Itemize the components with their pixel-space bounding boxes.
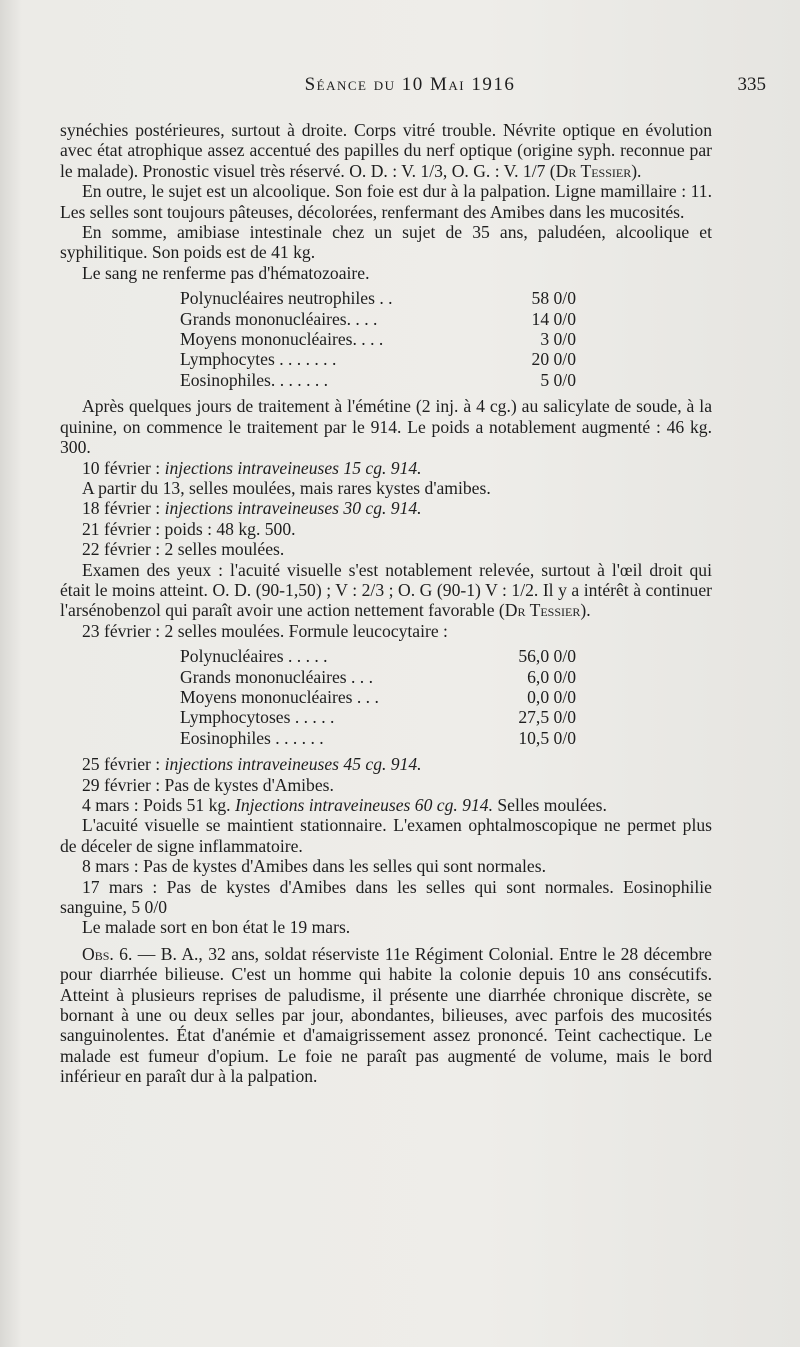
dated-entry: 17 mars : Pas de kystes d'Amibes dans les selles qui sont normales. Eosinophilie sanguine, 5 0/0 (60, 876, 712, 918)
cell-label: Grands mononucléaires. . . . (180, 308, 378, 329)
entry-date: 18 février : (82, 498, 165, 519)
cell-value: 3 0/0 (540, 329, 576, 350)
cell-value: 6,0 0/0 (527, 666, 576, 687)
cell-value: 5 0/0 (540, 369, 576, 390)
cell-label: Eosinophiles . . . . . . (180, 727, 324, 748)
entry-italic: injections intraveineuses 15 cg. 914. (164, 457, 422, 478)
page-header (60, 74, 766, 104)
entry-date: 10 février : (82, 457, 165, 478)
entry-italic: injections intraveineuses 45 cg. 914. (164, 754, 422, 775)
author-name: Dr Tessier (555, 160, 632, 181)
paragraph: Après quelques jours de traitement à l'émétine (2 inj. à 4 cg.) au salicylate de soude, à la quinine, on commence le traitement par le 914. Le poids a notablement augmenté : 46 kg. 300. (60, 396, 712, 458)
observation-paragraph (60, 944, 712, 1087)
page-body (60, 120, 712, 1087)
author-name: Dr Tessier (504, 600, 581, 621)
cell-label: Polynucléaires . . . . . (180, 646, 328, 667)
cell-value: 0,0 0/0 (527, 686, 576, 707)
cell-value: 14 0/0 (531, 308, 576, 329)
table-row (180, 309, 576, 329)
dated-entry: 8 mars : Pas de kystes d'Amibes dans les selles qui sont normales. (82, 856, 546, 877)
entry-date: 4 mars : Poids 51 kg. (82, 795, 235, 815)
dated-entry: 29 février : Pas de kystes d'Amibes. (82, 774, 334, 795)
text-span: Selles moulées. (492, 795, 607, 815)
cell-value: 27,5 0/0 (518, 707, 576, 728)
cell-label: Lymphocytes . . . . . . . (180, 349, 337, 370)
cell-value: 56,0 0/0 (518, 646, 576, 667)
entry-italic: Injections intraveineuses 60 cg. 914. (234, 795, 493, 815)
paragraph: L'acuité visuelle se maintient stationnaire. L'examen ophtalmoscopique ne permet plus de déceler de signe inflammatoire. (60, 815, 712, 856)
table-row (180, 646, 576, 666)
paragraph (60, 120, 712, 181)
dated-entry: 21 février : poids : 48 kg. 500. (82, 518, 296, 539)
entry-date: 25 février : (82, 754, 165, 775)
dated-entry (60, 458, 712, 478)
paragraph: En somme, amibiase intestinale chez un sujet de 35 ans, paludéen, alcoolique et syphilitique. Son poids est de 41 kg. (60, 222, 712, 263)
dated-entry: 22 février : 2 selles moulées. (82, 539, 285, 560)
cell-label: Polynucléaires neutrophiles . . (180, 288, 393, 309)
table-row (180, 728, 576, 748)
text-span: Examen des yeux : l'acuité visuelle s'est notablement relevée, surtout à l'œil droit qui était le moins atteint. O. D. (90-1,50) ; V : 2/3 ; O. G (90-1) V : 1/2. Il y a intérêt à continuer l'arsénobenzol qui paraît avoir une action nettement favorable ( (60, 559, 712, 621)
table-row (180, 687, 576, 707)
paragraph: En outre, le sujet est un alcoolique. Son foie est dur à la palpation. Ligne mamillaire : 11. Les selles sont toujours pâteuses, décolorées, renfermant des Amibes dans les mucosités. (60, 181, 712, 222)
cell-value: 58 0/0 (531, 288, 576, 309)
table-row (180, 667, 576, 687)
text-span: synéchies postérieures, surtout à droite. Corps vitré trouble. Névrite optique en évolution avec état atrophique assez accentué des papilles du nerf optique (origine syph. reconnue par le malade). Pronostic visuel très réservé. O. D. : V. 1/3, O. G. : V. 1/7 ( (60, 120, 712, 181)
cell-label: Grands mononucléaires . . . (180, 666, 373, 687)
entry-italic: injections intraveineuses 30 cg. 914. (164, 498, 422, 519)
table-row (180, 329, 576, 349)
leucocyte-formula-table-1 (180, 288, 576, 390)
cell-value: 20 0/0 (531, 349, 576, 370)
observation-label: Obs (82, 943, 110, 964)
cell-label: Eosinophiles. . . . . . . (180, 369, 329, 390)
cell-label: Lymphocytoses . . . . . (180, 707, 335, 728)
text-span: ). (580, 600, 591, 621)
text-span: ). (631, 160, 642, 181)
paragraph (60, 560, 712, 621)
table-row (180, 349, 576, 369)
leucocyte-formula-table-2 (180, 646, 576, 748)
table-row (180, 288, 576, 308)
dated-entry (60, 795, 712, 815)
dated-entry (60, 754, 712, 774)
dated-entry: A partir du 13, selles moulées, mais rares kystes d'amibes. (82, 477, 491, 498)
paragraph: Le sang ne renferme pas d'hématozoaire. (82, 262, 370, 283)
page-number: 335 (737, 74, 766, 95)
running-head: Séance du 10 Mai 1916 (304, 74, 516, 95)
table-row (180, 370, 576, 390)
dated-entry (60, 498, 712, 518)
text-span: . 6. — B. A., 32 ans, soldat réserviste 11e Régiment Colonial. Entre le 28 décembre pour diarrhée bilieuse. C'est un homme qui habite la colonie depuis 10 ans consécutifs. Atteint à plusieurs reprises de paludisme, il présente une diarrhée chronique discrète, se bornant à une ou deux selles par jour, abondantes, bilieuses, avec parfois des mucosités sanguinolentes. État d'anémie et d'amaigrissement assez prononcé. Teint cachectique. Le malade est fumeur d'opium. Le foie ne paraît pas augmenté de volume, mais le bord inférieur en paraît dur à la palpation. (60, 943, 712, 1087)
paragraph: Le malade sort en bon état le 19 mars. (82, 917, 351, 938)
dated-entry: 23 février : 2 selles moulées. Formule leucocytaire : (82, 620, 448, 641)
table-row (180, 707, 576, 727)
cell-label: Moyens mononucléaires . . . (180, 686, 379, 707)
cell-value: 10,5 0/0 (518, 727, 576, 748)
cell-label: Moyens mononucléaires. . . . (180, 329, 384, 350)
